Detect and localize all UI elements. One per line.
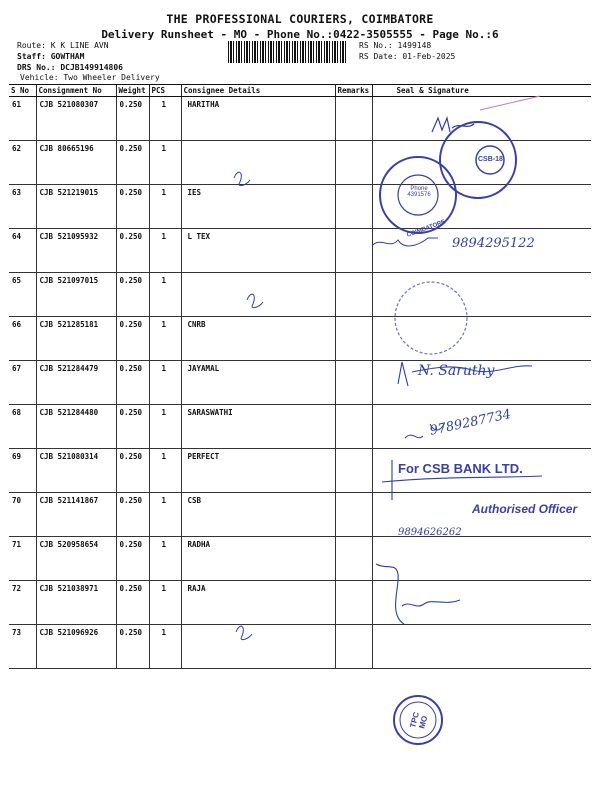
- seal-signature-cell: [372, 361, 591, 405]
- sno-cell: 67: [9, 361, 36, 405]
- consignee-cell: [181, 141, 335, 185]
- remarks-cell: [335, 537, 372, 581]
- remarks-cell: [335, 449, 372, 493]
- seal-signature-cell: [372, 493, 591, 537]
- table-row: [9, 361, 591, 405]
- authorised-officer-stamp: Authorised Officer: [472, 502, 578, 516]
- table-row: [9, 141, 591, 185]
- pcs-cell: 1: [149, 229, 181, 273]
- sno-cell: 69: [9, 449, 36, 493]
- col-pcs: PCS: [149, 85, 181, 97]
- table-row: [9, 537, 591, 581]
- consignment-cell: CJB 521096926: [36, 625, 116, 669]
- sno-cell: 73: [9, 625, 36, 669]
- remarks-cell: [335, 97, 372, 141]
- consignee-cell: SARASWATHI: [181, 405, 335, 449]
- col-sno: S No: [9, 85, 36, 97]
- sno-cell: 63: [9, 185, 36, 229]
- consignment-cell: CJB 520958654: [36, 537, 116, 581]
- header-subtitle: Delivery Runsheet - MO - Phone No.:0422-3505555 - Page No.:6: [101, 28, 499, 41]
- remarks-cell: [335, 581, 372, 625]
- phone-handwritten-71: 9894626262: [398, 527, 462, 538]
- seal-signature-cell: [372, 537, 591, 581]
- pcs-cell: 1: [149, 97, 181, 141]
- remarks-cell: [335, 493, 372, 537]
- table-row: [9, 229, 591, 273]
- table-row: [9, 185, 591, 229]
- consignment-cell: CJB 521095932: [36, 229, 116, 273]
- seal-signature-cell: [372, 317, 591, 361]
- weight-cell: 0.250: [116, 405, 149, 449]
- weight-cell: 0.250: [116, 493, 149, 537]
- phone-handwritten-69: 9789287734: [428, 406, 513, 439]
- seal-signature-cell: [372, 141, 591, 185]
- pcs-cell: 1: [149, 449, 181, 493]
- remarks-cell: [335, 141, 372, 185]
- remarks-cell: [335, 625, 372, 669]
- seal-signature-cell: [372, 185, 591, 229]
- coimbatore-stamp-text: COIMBATORE: [406, 219, 447, 239]
- consignee-cell: JAYAMAL: [181, 361, 335, 405]
- consignee-cell: L TEX: [181, 229, 335, 273]
- consignment-cell: CJB 521097015: [36, 273, 116, 317]
- pcs-cell: 1: [149, 185, 181, 229]
- seal-signature-cell: [372, 625, 591, 669]
- seal-signature-cell: [372, 405, 591, 449]
- consignee-cell: CNRB: [181, 317, 335, 361]
- weight-cell: 0.250: [116, 185, 149, 229]
- weight-cell: 0.250: [116, 537, 149, 581]
- consignee-cell: HARITHA: [181, 97, 335, 141]
- consignment-cell: CJB 521080307: [36, 97, 116, 141]
- table-row: [9, 493, 591, 537]
- vehicle-label: Vehicle: Two Wheeler Delivery: [20, 73, 160, 82]
- weight-cell: 0.250: [116, 273, 149, 317]
- table-row: [9, 405, 591, 449]
- runsheet-table: [9, 84, 591, 669]
- weight-cell: 0.250: [116, 97, 149, 141]
- seal-signature-cell: [372, 449, 591, 493]
- pcs-cell: 1: [149, 493, 181, 537]
- sno-cell: 64: [9, 229, 36, 273]
- sno-cell: 71: [9, 537, 36, 581]
- sno-cell: 66: [9, 317, 36, 361]
- col-weight: Weight: [116, 85, 149, 97]
- table-row: [9, 97, 591, 141]
- table-row: [9, 581, 591, 625]
- header-title: THE PROFESSIONAL COURIERS, COIMBATORE: [166, 12, 434, 26]
- weight-cell: 0.250: [116, 229, 149, 273]
- weight-cell: 0.250: [116, 361, 149, 405]
- table-row: [9, 273, 591, 317]
- pcs-cell: 1: [149, 141, 181, 185]
- consignee-cell: [181, 273, 335, 317]
- table-row: [9, 449, 591, 493]
- consignee-cell: PERFECT: [181, 449, 335, 493]
- consignee-cell: RADHA: [181, 537, 335, 581]
- csb18-stamp-text: CSB-18: [478, 156, 503, 163]
- pcs-cell: 1: [149, 581, 181, 625]
- sno-cell: 68: [9, 405, 36, 449]
- col-consignment: Consignment No: [36, 85, 116, 97]
- consignee-cell: IES: [181, 185, 335, 229]
- tpc-mo-stamp: [394, 696, 442, 744]
- weight-cell: 0.250: [116, 317, 149, 361]
- weight-cell: 0.250: [116, 141, 149, 185]
- weight-cell: 0.250: [116, 449, 149, 493]
- consignee-cell: RAJA: [181, 581, 335, 625]
- table-row: [9, 625, 591, 669]
- col-seal-signature: Seal & Signature: [372, 85, 591, 97]
- pcs-cell: 1: [149, 405, 181, 449]
- barcode: [228, 41, 348, 63]
- drs-number: DRS No.: DCJB149914806: [17, 63, 123, 72]
- seal-signature-cell: [372, 229, 591, 273]
- sno-cell: 72: [9, 581, 36, 625]
- consignee-cell: CSB: [181, 493, 335, 537]
- consignment-cell: CJB 521284480: [36, 405, 116, 449]
- sno-cell: 61: [9, 97, 36, 141]
- pcs-cell: 1: [149, 361, 181, 405]
- remarks-cell: [335, 361, 372, 405]
- table-header-row: [9, 85, 591, 97]
- consignment-cell: CJB 521038971: [36, 581, 116, 625]
- ies-phone-stamp-text: Phone 4391576: [407, 186, 431, 198]
- consignment-cell: CJB 521219015: [36, 185, 116, 229]
- col-consignee: Consignee Details: [181, 85, 335, 97]
- consignment-cell: CJB 521284479: [36, 361, 116, 405]
- col-remarks: Remarks: [335, 85, 372, 97]
- sno-cell: 62: [9, 141, 36, 185]
- sno-cell: 70: [9, 493, 36, 537]
- consignment-cell: CJB 80665196: [36, 141, 116, 185]
- csb-bank-stamp-text: For CSB BANK LTD.: [398, 461, 523, 476]
- name-handwritten-67: N. Saruthy: [418, 363, 495, 379]
- pcs-cell: 1: [149, 317, 181, 361]
- remarks-cell: [335, 273, 372, 317]
- rs-number: RS No.: 1499148: [359, 41, 432, 50]
- weight-cell: 0.250: [116, 581, 149, 625]
- pcs-cell: 1: [149, 625, 181, 669]
- seal-signature-cell: [372, 581, 591, 625]
- pcs-cell: 1: [149, 273, 181, 317]
- table-row: [9, 317, 591, 361]
- remarks-cell: [335, 185, 372, 229]
- remarks-cell: [335, 229, 372, 273]
- seal-signature-cell: [372, 97, 591, 141]
- consignment-cell: CJB 521141867: [36, 493, 116, 537]
- phone-handwritten-1: 9894295122: [452, 236, 535, 251]
- weight-cell: 0.250: [116, 625, 149, 669]
- staff-label: Staff: GOWTHAM: [17, 52, 85, 61]
- route-label: Route: K K LINE AVN: [17, 41, 109, 50]
- remarks-cell: [335, 317, 372, 361]
- seal-signature-cell: [372, 273, 591, 317]
- rs-date: RS Date: 01-Feb-2025: [359, 52, 456, 61]
- consignment-cell: CJB 521080314: [36, 449, 116, 493]
- remarks-cell: [335, 405, 372, 449]
- tpc-mo-text: TPC MO: [408, 710, 430, 730]
- consignee-cell: [181, 625, 335, 669]
- sno-cell: 65: [9, 273, 36, 317]
- pcs-cell: 1: [149, 537, 181, 581]
- consignment-cell: CJB 521285181: [36, 317, 116, 361]
